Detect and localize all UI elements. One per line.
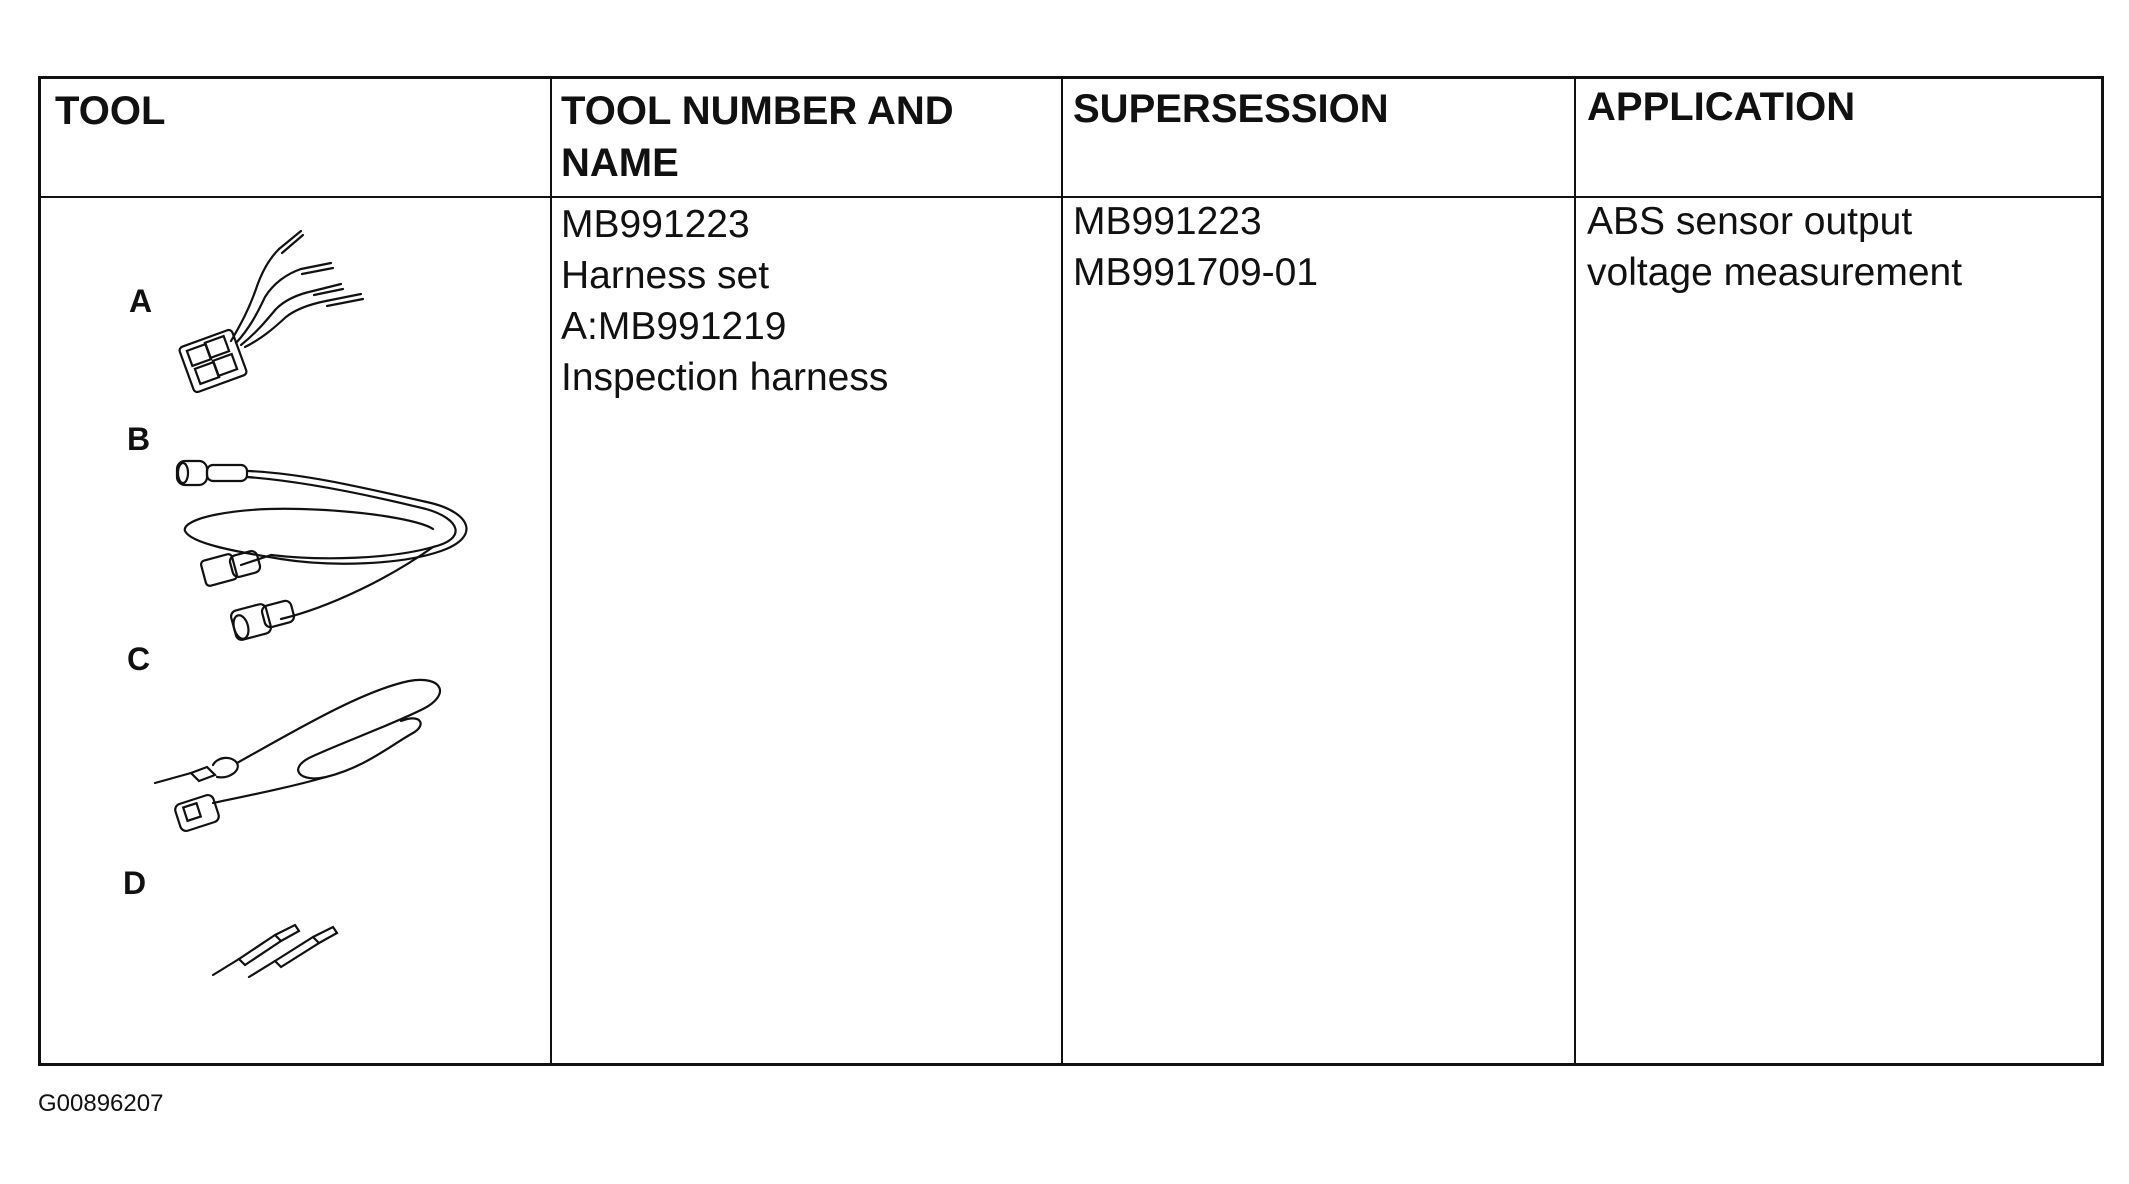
header-tool-number-line2: NAME <box>561 141 679 185</box>
tool-number: MB991223 <box>561 203 750 246</box>
supersession-cell <box>1073 196 1318 298</box>
tool-label-c: C <box>127 641 151 677</box>
tool-name: Harness set <box>561 254 770 297</box>
tool-number-name-cell <box>561 199 888 403</box>
probe-lead-illustration <box>151 673 471 843</box>
sub-tool-number: A:MB991219 <box>561 305 787 348</box>
tool-label-b: B <box>127 421 151 457</box>
header-tool-number-line1: TOOL NUMBER AND <box>561 89 954 133</box>
column-divider <box>550 79 552 1063</box>
supersession-number: MB991223 <box>1073 200 1262 243</box>
column-divider <box>1574 79 1576 1063</box>
application-cell <box>1587 196 1962 298</box>
header-supersession: SUPERSESSION <box>1073 87 1389 131</box>
harness-cable-illustration <box>171 447 491 647</box>
header-application: APPLICATION <box>1587 85 1856 129</box>
sub-tool-name: Inspection harness <box>561 356 889 399</box>
figure-id: G00896207 <box>38 1090 164 1117</box>
inspection-harness-illustration <box>161 229 401 404</box>
application-line: ABS sensor output <box>1587 200 1913 243</box>
tool-table <box>38 76 2104 1066</box>
header-tool-number-and-name <box>561 85 954 189</box>
tool-label-a: A <box>129 283 153 319</box>
pin-probes-illustration <box>209 911 359 991</box>
column-divider <box>1061 79 1063 1063</box>
header-tool: TOOL <box>55 89 166 133</box>
tool-label-d: D <box>123 865 147 901</box>
application-line: voltage measurement <box>1587 251 1963 294</box>
supersession-number: MB991709-01 <box>1073 251 1319 294</box>
